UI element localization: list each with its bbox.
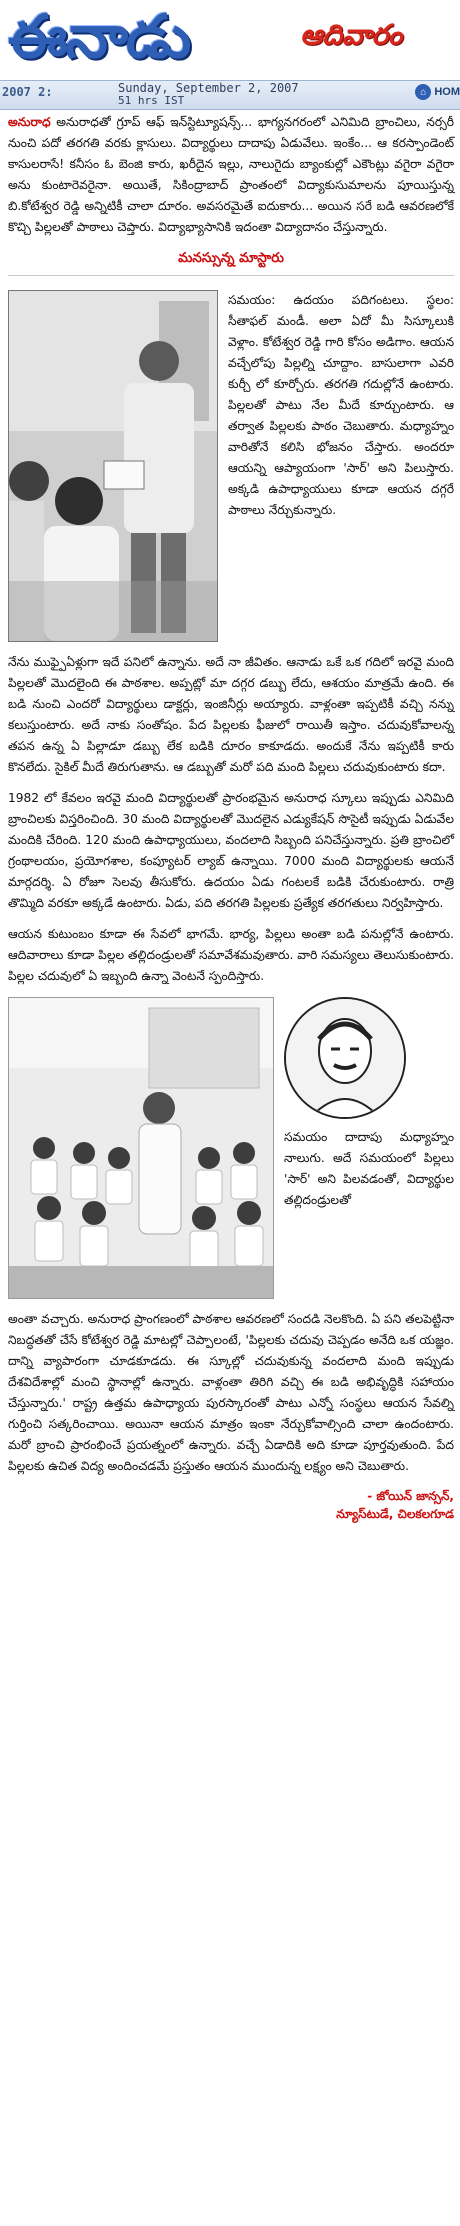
date-bar [0,80,460,110]
byline [8,1487,454,1523]
closing-paragraph: అంతా వచ్చారు. అనురాధ ప్రాంగణంలో పాఠశాల ఆవరణలో సందడి నెలకొంది. ఏ పని తలపెట్టినా నిబద్ధతతో చేసే కోటేశ్వర రెడ్డి మాటల్లో చెప్పాలంటే, 'పిల్లలకు చదువు చెప్పడం అనేది ఒక యజ్ఞం. దాన్ని వ్యాపారంగా చూడకూడదు. ఈ స్కూల్లో చదువుకున్న వందలాది మంది ఇప్పుడు దేశవిదేశాల్లో మంచి స్థానాల్లో ఉన్నారు. వాళ్లంతా తిరిగి వచ్చి ఈ బడి అభివృద్ధికి సహాయం చేస్తున్నారు.' రాష్ట్ర ఉత్తమ ఉపాధ్యాయ పురస్కారంతో పాటు ఎన్నో సంస్థలు ఆయన సేవల్ని గుర్తించి సత్కరించాయి. అయినా ఆయన మాత్రం ఇంకా నేర్చుకోవాల్సింది చాలా ఉందంటారు. మరో బ్రాంచి ప్రారంభించే ప్రయత్నంలో ఉన్నారు. వచ్చే ఏడాదికి అది కూడా పూర్తవుతుంది. పేద పిల్లలకు ఉచిత విద్య అందించడమే ప్రస్తుతం ఆయన ముందున్న లక్ష్యం అని చెబుతారు. [8,1312,454,1473]
home-link[interactable] [415,84,460,100]
home-label: HOM [434,86,460,98]
photo-row-2-side [284,997,454,1299]
eenadu-logo[interactable]: ఈనాడు [8,2,190,72]
side-paragraph: సమయం: ఉదయం పదిగంటలు. స్థలం: సీతాఫల్ మండీ. అలా ఏదో మీ సిస్కూలుకి వెళ్లాం. కోటేశ్వర రెడ్డి గారి కోసం అడిగాం. ఆయన వచ్చేలోపు పిల్లల్ని చూద్దాం. బాసులాగా ఎవరి కుర్చీ లో కూర్చోరు. తరగతి గదుల్లోనే ఉంటారు. పిల్లలతో పాటు నేల మీదే కూర్చుంటారు. ఆ తర్వాత పిల్లలకు పాఠం చెబుతారు. మధ్యాహ్నం వారితోనే కలిసి భోజనం చేస్తారు. అందరూ ఆయన్ని ఆప్యాయంగా 'సార్' అని పిలుస్తారు. అక్కడి ఉపాధ్యాయులు కూడా ఆయన దగ్గరే పాఠాలు నేర్చుకున్నారు. [228,293,454,517]
article-photo-classroom [8,997,274,1299]
time-text: 51 hrs IST [118,94,185,107]
body-paragraph-1: నేను ముఫ్పైఏళ్లుగా ఇదే పనిలో ఉన్నాను. అదే నా జీవితం. ఆనాడు ఒకే ఒక గదిలో ఇరవై మంది పిల్లలతో మొదలైంది ఈ పాఠశాల. అప్పట్లో మా దగ్గర డబ్బు లేదు, ఆశయం మాత్రమే ఉంది. ఈ బడి నుంచి ఎందరో విద్యార్థులు డాక్టర్లు, ఇంజినీర్లు అయ్యారు. వాళ్లంతా ఇప్పటికీ వచ్చి నన్ను కలుస్తుంటారు. అదే నాకు సంతోషం. పేద పిల్లలకు ఫీజులో రాయితీ ఇస్తాం. చదువుకోవాలన్న తపన ఉన్న ఏ పిల్లాడూ డబ్బు లేక బడికి దూరం కాకూడదు. అందుకే నేను ఇప్పటికీ కారు కొనలేదు. సైకిల్ మీదే తిరుగుతాను. ఆ డబ్బుతో మరో పది మంది పిల్లలు చదువుకుంటారు కదా. [8,655,454,774]
photo-row-2 [8,997,454,1299]
body-paragraph-2: 1982 లో కేవలం ఇరవై మంది విద్యార్థులతో ప్రారంభమైన అనురాధ స్కూలు ఇప్పుడు ఎనిమిది బ్రాంచిలకు విస్తరించింది. 30 మంది విద్యార్థులతో మొదలైన ఎడ్యుకేషన్ సొసైటీ ఇప్పుడు ఏడువేల మందికి చేరింది. 120 మంది ఉపాధ్యాయులు, వందలాది సిబ్బంది పనిచేస్తున్నారు. ప్రతి బ్రాంచిలో గ్రంథాలయం, ప్రయోగశాల, కంప్యూటర్ ల్యాబ్ ఉన్నాయి. 7000 మంది విద్యార్థులకు ఆయనే మార్గదర్శి. ఏ రోజూ సెలవు తీసుకోరు. ఉదయం ఏడు గంటలకే బడికి చేరుకుంటారు. రాత్రి తొమ్మిది వరకూ అక్కడే ఉంటారు. ఏడు, పది తరగతి పిల్లలకు ప్రత్యేక తరగతులు నిర్వహిస్తారు. [8,791,454,910]
byline-name: - జోయిన్ జాన్సన్, [367,1489,454,1503]
photo-row-1 [8,290,454,642]
intro-text: అనురాధతో గ్రూప్ ఆఫ్ ఇన్‌స్టిట్యూషన్స్... భాగ్యనగరంలో ఎనిమిది బ్రాంచిలు, నర్సరీ నుంచి పదో తరగతి వరకు క్లాసులు. విద్యార్థులు దాదాపు ఏడువేలు. ఇంకేం... ఆ కరస్పాండెంట్ కాసులరాసే! కనీసం ఓ బెంజి కారు, ఖరీదైన ఇల్లు, నాలుగైదు బ్యాంకుల్లో ఎకౌంట్లు వగైరా వగైరా అను కుంటారెవరైనా. అయితే, సికింద్రాబాద్ ప్రాంతంలో విద్యాకుసుమాలను పూయిస్తున్న బి.కోటేశ్వర రెడ్డి అన్నిటికీ చాలా దూరం. అవసరమైతే ఐదుకారు... అయిన సరే బడి ఆవరణలోకే కొచ్చి పిల్లలతో పాఠాలు చెప్తారు. విద్యాభ్యాసానికి ఇదంతా విద్యాదానం చేస్తున్నారు. [8,115,454,234]
intro-paragraph [8,112,454,238]
body-paragraph-3: ఆయన కుటుంబం కూడా ఈ సేవలో భాగమే. భార్య, పిల్లలు అంతా బడి పనుల్లోనే ఉంటారు. ఆదివారాలు కూడా పిల్లల తల్లిదండ్రులతో సమావేశమవుతారు. వారి సమస్యలు తెలుసుకుంటారు. పిల్లల చదువులో ఏ ఇబ్బంది ఉన్నా వెంటనే స్పందిస్తారు. [8,927,454,983]
date-text: Sunday, September 2, 2007 [118,81,299,95]
photo-1-illustration [9,291,217,641]
portrait-illustration [286,999,404,1117]
date-fragment: 2007 2: [2,85,53,99]
masthead [0,0,460,82]
home-icon: ⌂ [415,84,431,100]
aadivaram-logo: ఆదివారం [300,18,403,51]
article-subheading: మనస్సున్న మాస్టారు [8,248,454,276]
article-photo-students-with-teacher [8,290,218,642]
teacher-portrait-sketch [284,997,406,1119]
article [8,112,454,1523]
photo-2-illustration [9,998,273,1298]
lead-name: అనురాధ [8,115,51,129]
closing-side-text: సమయం దాదాపు మధ్యాహ్నం నాలుగు. అదే సమయంలో పిల్లలు 'సార్' అని పిలవడంతో, విద్యార్థుల తల్లిదండ్రులతో [284,1130,454,1207]
byline-place: న్యూస్‌టుడే, చిలకలగూడ [336,1507,454,1521]
